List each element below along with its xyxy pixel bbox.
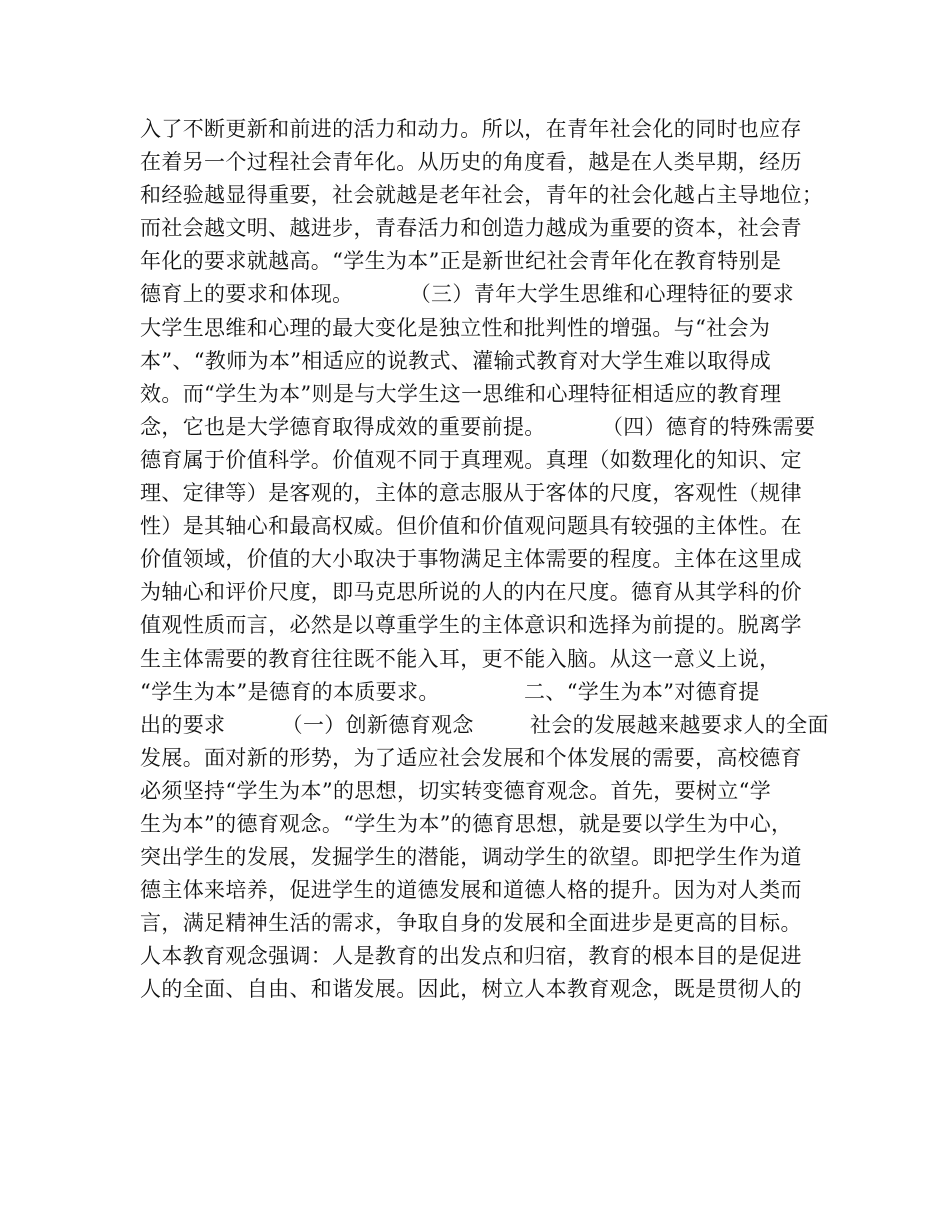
- text-line: 本”、“教师为本”相适应的说教式、灌输式教育对大学生难以取得成: [140, 348, 772, 373]
- text-line: 发展。面对新的形势，为了适应社会发展和个体发展的需要，高校德育: [140, 745, 802, 770]
- text-line: 生为本”的德育观念。“学生为本”的德育思想，就是要以学生为中心，: [140, 811, 793, 836]
- text-line: 德主体来培养，促进学生的道德发展和道德人格的提升。因为对人类而: [140, 878, 802, 903]
- text-line: 出的要求 （一）创新德育观念 社会的发展越来越要求人的全面: [140, 712, 829, 737]
- text-line: 效。而“学生为本”则是与大学生这一思维和心理特征相适应的教育理: [140, 381, 782, 406]
- text-line: 年化的要求就越高。“学生为本”正是新世纪社会青年化在教育特别是: [140, 249, 782, 274]
- text-line: 人本教育观念强调：人是教育的出发点和归宿，教育的根本目的是促进: [140, 944, 802, 969]
- text-line: 突出学生的发展，发掘学生的潜能，调动学生的欲望。即把学生作为道: [140, 845, 802, 870]
- text-line: 为轴心和评价尺度，即马克思所说的人的内在尺度。德育从其学科的价: [140, 580, 802, 605]
- text-line: 价值领域，价值的大小取决于事物满足主体需要的程度。主体在这里成: [140, 547, 802, 572]
- text-line: 德育上的要求和体现。 （三）青年大学生思维和心理特征的要求: [140, 282, 794, 307]
- text-line: 必须坚持“学生为本”的思想，切实转变德育观念。首先，要树立“学: [140, 778, 772, 803]
- text-line: 在着另一个过程社会青年化。从历史的角度看，越是在人类早期，经历: [140, 150, 802, 175]
- text-line: 德育属于价值科学。价值观不同于真理观。真理（如数理化的知识、定: [140, 447, 802, 472]
- text-line: “学生为本”是德育的本质要求。 二、“学生为本”对德育提: [140, 679, 760, 704]
- text-line: 大学生思维和心理的最大变化是独立性和批判性的增强。与“社会为: [140, 315, 771, 340]
- text-line: 言，满足精神生活的需求，争取自身的发展和全面进步是更高的目标。: [140, 911, 802, 936]
- text-line: 性）是其轴心和最高权威。但价值和价值观问题具有较强的主体性。在: [140, 514, 802, 539]
- text-line: 生主体需要的教育往往既不能入耳，更不能入脑。从这一意义上说，: [140, 646, 781, 671]
- text-line: 理、定律等）是客观的，主体的意志服从于客体的尺度，客观性（规律: [140, 481, 802, 506]
- text-line: 值观性质而言，必然是以尊重学生的主体意识和选择为前提的。脱离学: [140, 613, 802, 638]
- text-line: 和经验越显得重要，社会就越是老年社会，青年的社会化越占主导地位；: [140, 183, 824, 208]
- text-line: 入了不断更新和前进的活力和动力。所以，在青年社会化的同时也应存: [140, 117, 802, 141]
- text-line: 人的全面、自由、和谐发展。因此，树立人本教育观念，既是贯彻人的: [140, 977, 802, 1002]
- body-text: [140, 113, 829, 1007]
- text-line: 念，它也是大学德育取得成效的重要前提。 （四）德育的特殊需要: [140, 414, 816, 439]
- text-line: 而社会越文明、越进步，青春活力和创造力越成为重要的资本，社会青: [140, 216, 802, 241]
